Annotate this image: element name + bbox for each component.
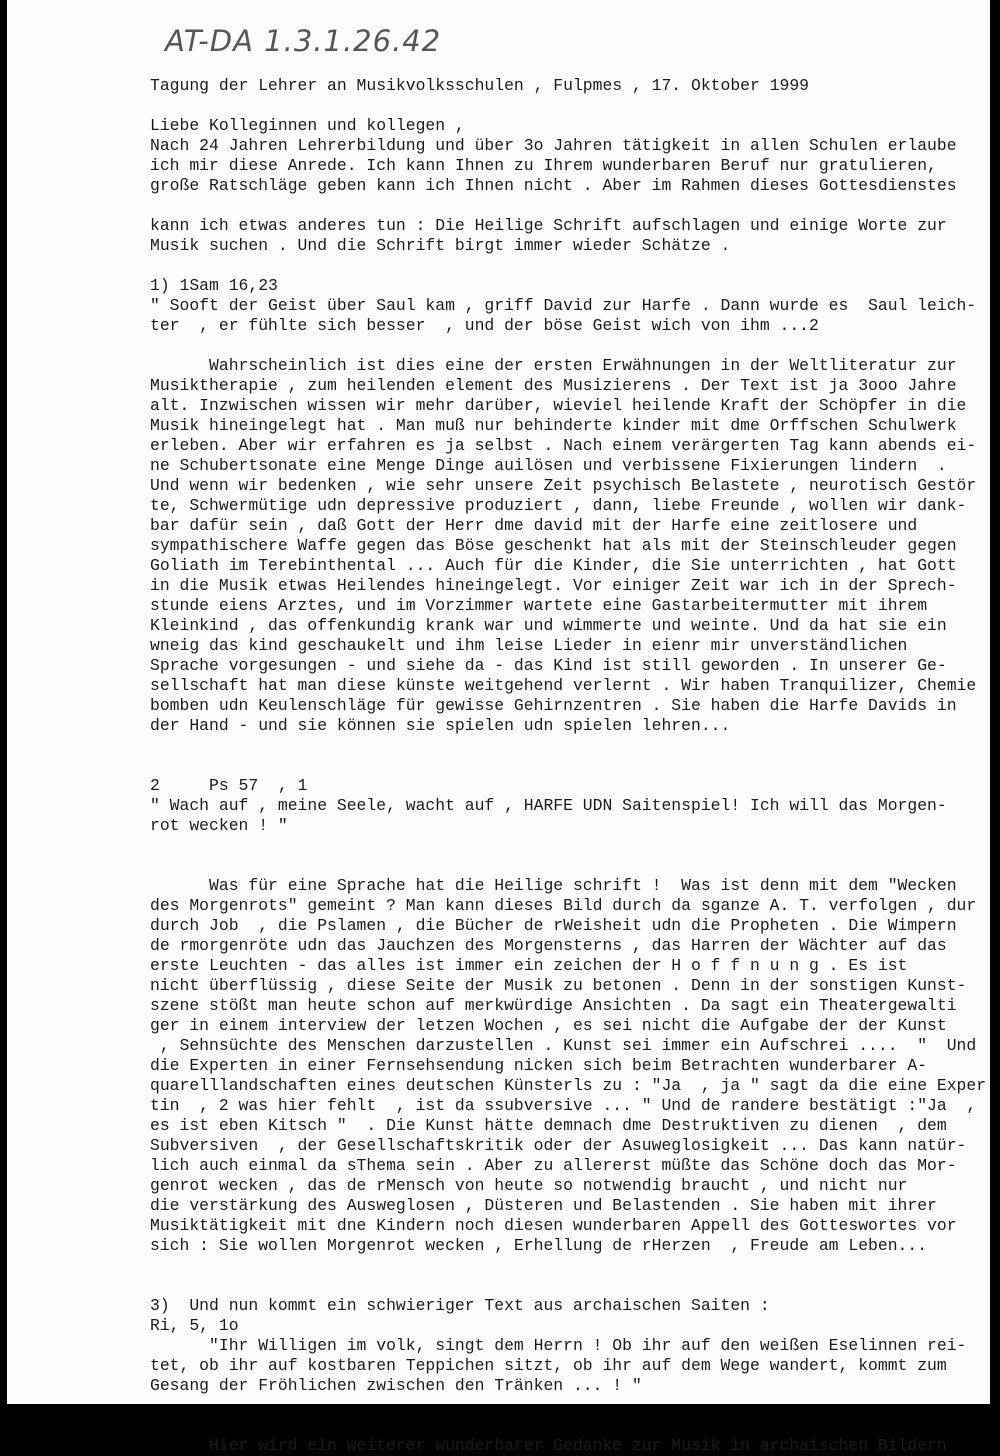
- text-line: [150, 1396, 990, 1416]
- text-line: " Sooft der Geist über Saul kam , griff David zur Harfe . Dann wurde es Saul leich-: [150, 296, 977, 315]
- text-line: [150, 196, 990, 216]
- text-line: 3) Und nun kommt ein schwieriger Text aus archaischen Saiten :: [150, 1296, 770, 1315]
- text-line: lich auch einmal da sThema sein . Aber zu allererst müßte das Schöne doch das Mor-: [150, 1156, 957, 1175]
- text-line: szene stößt man heute schon auf merkwürdige Ansichten . Da sagt ein Theatergewalti: [150, 996, 957, 1015]
- text-line: Musik suchen . Und die Schrift birgt immer wieder Schätze .: [150, 236, 731, 255]
- text-line: durch Job , die Pslamen , die Bücher de rWeisheit udn die Propheten . Die Wimpern: [150, 916, 957, 935]
- text-line: Was für eine Sprache hat die Heilige schrift ! Was ist denn mit dem "Wecken: [150, 876, 957, 895]
- text-line: Sprache vorgesungen - und siehe da - das Kind ist still geworden . In unserer Ge-: [150, 656, 947, 675]
- text-line: Und wenn wir bedenken , wie sehr unsere Zeit psychisch Belastete , neurotisch Gestör: [150, 476, 977, 495]
- text-line: erleben. Aber wir erfahren es ja selbst . Nach einem verärgerten Tag kann abends ei-: [150, 436, 977, 455]
- text-line: tet, ob ihr auf kostbaren Teppichen sitzt, ob ihr auf dem Wege wandert, kommt zum: [150, 1356, 947, 1375]
- text-line: Musik hineingelegt hat . Man muß nur behinderte kinder mit dme Orffschen Schulwerk: [150, 416, 957, 435]
- text-line: bar dafür sein , daß Gott der Herr dme david mit der Harfe eine zeitlosere und: [150, 516, 918, 535]
- text-line: sich : Sie wollen Morgenrot wecken , Erhellung de rHerzen , Freude am Leben...: [150, 1236, 928, 1255]
- text-line: die Experten in einer Fernsehsendung nicken sich beim Betrachten wunderbarer A-: [150, 1056, 928, 1075]
- text-line: der Hand - und sie können sie spielen udn spielen lehren...: [150, 716, 731, 735]
- text-line: ter , er fühlte sich besser , und der böse Geist wich von ihm ...2: [150, 316, 819, 335]
- text-line: " Wach auf , meine Seele, wacht auf , HARFE UDN Saitenspiel! Ich will das Morgen-: [150, 796, 947, 815]
- letter-body: [150, 76, 990, 1456]
- text-line: [150, 1416, 990, 1436]
- text-line: wneig das kind geschaukelt und ihm leise Lieder in eienr mir unverständlichen: [150, 636, 908, 655]
- text-line: stunde eiens Arztes, und im Vorzimmer wartete eine Gastarbeitermutter mit ihrem: [150, 596, 928, 615]
- text-line: Subversiven , der Gesellschaftskritik oder der Asuweglosigkeit ... Das kann natür-: [150, 1136, 967, 1155]
- text-line: des Morgenrots" gemeint ? Man kann dieses Bild durch da sganze A. T. verfolgen , dur: [150, 896, 977, 915]
- text-line: Goliath im Terebinthental ... Auch für die Kinder, die Sie unterrichten , hat Gott: [150, 556, 957, 575]
- text-line: [150, 756, 990, 776]
- text-line: erste Leuchten - das alles ist immer ein zeichen der H o f f n u n g . Es ist: [150, 956, 908, 975]
- text-line: rot wecken ! ": [150, 816, 288, 835]
- text-line: [150, 1276, 990, 1296]
- text-line: [150, 1256, 990, 1276]
- text-line: [150, 736, 990, 756]
- text-line: bomben udn Keulenschläge für gewisse Gehirnzentren . Sie haben die Harfe Davids in: [150, 696, 957, 715]
- text-line: große Ratschläge geben kann ich Ihnen nicht . Aber im Rahmen dieses Gottesdienstes: [150, 176, 957, 195]
- text-line: 1) 1Sam 16,23: [150, 276, 278, 295]
- text-line: [150, 856, 990, 876]
- text-line: alt. Inzwischen wissen wir mehr darüber, wieviel heilende Kraft der Schöpfer in die: [150, 396, 967, 415]
- text-line: ger in einem interview der letzen Wochen , es sei nicht die Aufgabe der der Kunst: [150, 1016, 947, 1035]
- text-line: Kleinkind , das offenkundig krank war und wimmerte und weinte. Und da hat sie ein: [150, 616, 947, 635]
- text-line: [150, 96, 990, 116]
- text-line: nicht überflüssig , diese Seite der Musik zu betonen . Denn in der sonstigen Kunst-: [150, 976, 967, 995]
- text-line: kann ich etwas anderes tun : Die Heilige Schrift aufschlagen und einige Worte zur: [150, 216, 947, 235]
- text-line: sellschaft hat man diese künste weitgehend verlernt . Wir haben Tranquilizer, Chemie: [150, 676, 977, 695]
- text-line: Musiktherapie , zum heilenden element des Musizierens . Der Text ist ja 3ooo Jahre: [150, 376, 957, 395]
- text-line: 2 Ps 57 , 1: [150, 776, 308, 795]
- text-line: Wahrscheinlich ist dies eine der ersten Erwähnungen in der Weltliteratur zur: [150, 356, 957, 375]
- text-line: Tagung der Lehrer an Musikvolksschulen , Fulpmes , 17. Oktober 1999: [150, 76, 810, 95]
- text-line: tin , 2 was hier fehlt , ist da ssubversive ... " Und de randere bestätigt :"Ja ,: [150, 1096, 977, 1115]
- text-line: te, Schwermütige udn depressive produziert , dann, liebe Freunde , wollen wir dank-: [150, 496, 967, 515]
- text-line: ich mir diese Anrede. Ich kann Ihnen zu Ihrem wunderbaren Beruf nur gratulieren,: [150, 156, 937, 175]
- text-line: , Sehnsüchte des Menschen darzustellen . Kunst sei immer ein Aufschrei .... " Und: [150, 1036, 977, 1055]
- text-line: quarelllandschaften eines deutschen Künsterls zu : "Ja , ja " sagt da die eine Exper: [150, 1076, 987, 1095]
- text-line: Musiktätigkeit mit dne Kindern noch diesen wunderbaren Appell des Gotteswortes vor: [150, 1216, 957, 1235]
- text-line: die verstärkung des Ausweglosen , Düsteren und Belastenden . Sie haben mit ihrer: [150, 1196, 937, 1215]
- text-line: in die Musik etwas Heilendes hineingelegt. Vor einiger Zeit war ich in der Sprech-: [150, 576, 957, 595]
- text-line: Nach 24 Jahren Lehrerbildung und über 3o Jahren tätigkeit in allen Schulen erlaube: [150, 136, 957, 155]
- text-line: [150, 336, 990, 356]
- text-line: Ri, 5, 1o: [150, 1316, 239, 1335]
- text-line: de rmorgenröte udn das Jauchzen des Morgensterns , das Harren der Wächter auf das: [150, 936, 947, 955]
- text-line: ne Schubertsonate eine Menge Dinge auilösen und verbissene Fixierungen lindern .: [150, 456, 947, 475]
- text-line: genrot wecken , das de rMensch von heute so notwendig braucht , und nicht nur: [150, 1176, 908, 1195]
- archive-signature: AT-DA 1.3.1.26.42: [165, 24, 442, 58]
- text-line: Gesang der Fröhlichen zwischen den Tränken ... ! ": [150, 1376, 642, 1395]
- text-line: Liebe Kolleginnen und kollegen ,: [150, 116, 465, 135]
- text-line: sympathischere Waffe gegen das Böse geschenkt hat als mit der Steinschleuder gegen: [150, 536, 957, 555]
- text-line: [150, 836, 990, 856]
- text-line: [150, 256, 990, 276]
- text-line: es ist eben Kitsch " . Die Kunst hätte demnach dme Destruktiven zu dienen , dem: [150, 1116, 947, 1135]
- text-line: "Ihr Willigen im volk, singt dem Herrn ! Ob ihr auf den weißen Eselinnen rei-: [150, 1336, 967, 1355]
- text-line: Hier wird ein weiterer wunderbarer Gedanke zur Musik in archaischen Bildern: [150, 1436, 947, 1455]
